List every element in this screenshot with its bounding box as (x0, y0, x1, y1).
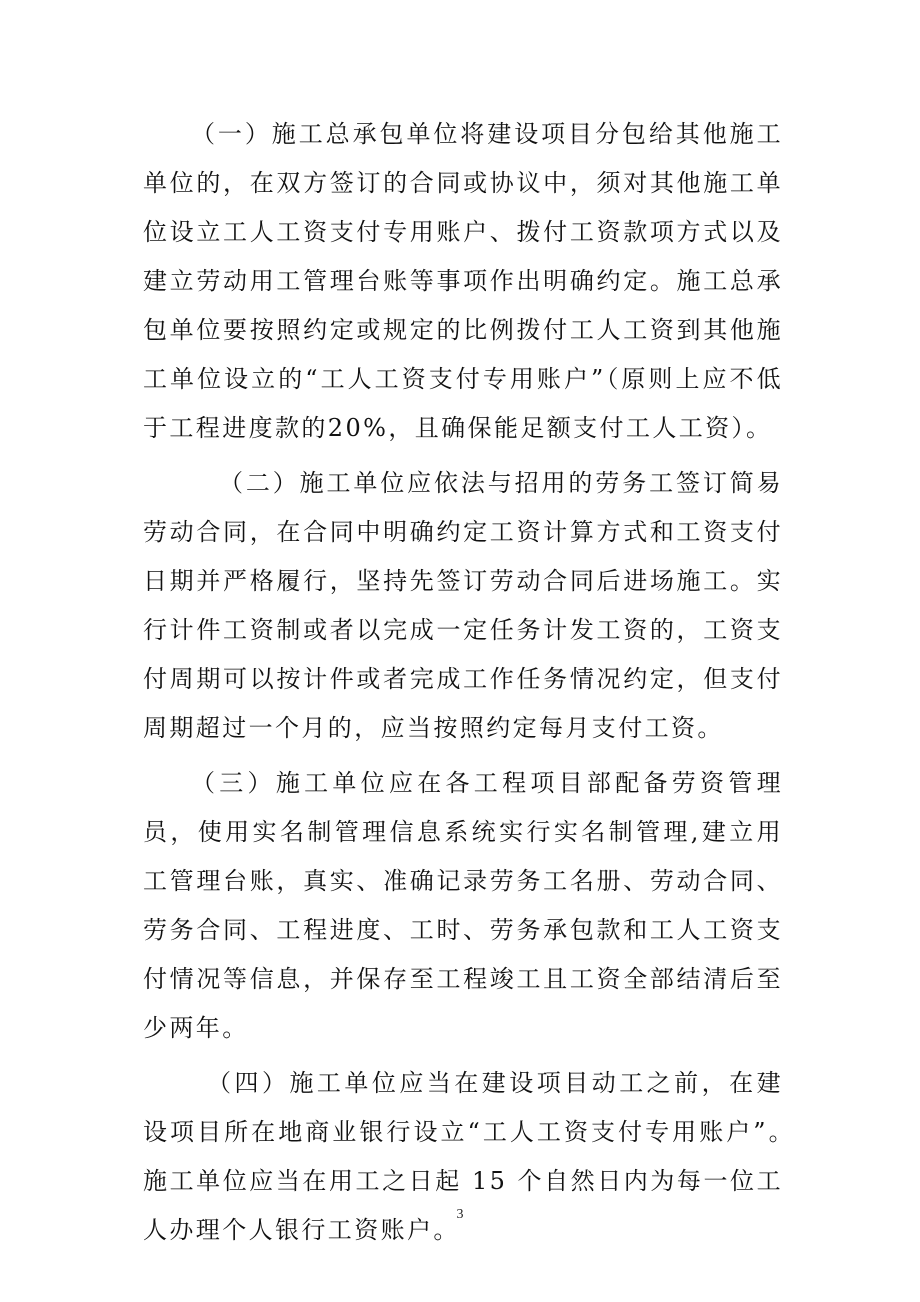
paragraph-1: （一）施工总承包单位将建设项目分包给其他施工单位的，在双方签订的合同或协议中，须对其他施工单位设立工人工资支付专用账户、拨付工资款项方式以及建立劳动用工管理台账等事项作出明确约定。施工总承包单位要按照约定或规定的比例拨付工人工资到其他施工单位设立的“工人工资支付专用账户”（原则上应不低于工程进度款的20%，且确保能足额支付工人工资）。 (143, 120, 783, 442)
paragraph-2: （二）施工单位应依法与招用的劳务工签订简易劳动合同，在合同中明确约定工资计算方式和工资支付日期并严格履行，坚持先签订劳动合同后进场施工。实行计件工资制或者以完成一定任务计发工资的，工资支付周期可以按计件或者完成工作任务情况约定，但支付周期超过一个月的，应当按照约定每月支付工资。 (143, 469, 783, 742)
paragraph-3: （三）施工单位应在各工程项目部配备劳资管理员，使用实名制管理信息系统实行实名制管理,建立用工管理台账，真实、准确记录劳务工名册、劳动合同、劳务合同、工程进度、工时、劳务承包款和工人工资支付情况等信息，并保存至工程竣工且工资全部结清后至少两年。 (143, 769, 783, 1042)
paragraph-4: （四）施工单位应当在建设项目动工之前，在建设项目所在地商业银行设立“工人工资支付专用账户”。 施工单位应当在用工之日起 15 个自然日内为每一位工人办理个人银行工资账户。 (143, 1069, 810, 1244)
document-body (143, 110, 810, 1261)
page-number: 3 (456, 1207, 464, 1222)
